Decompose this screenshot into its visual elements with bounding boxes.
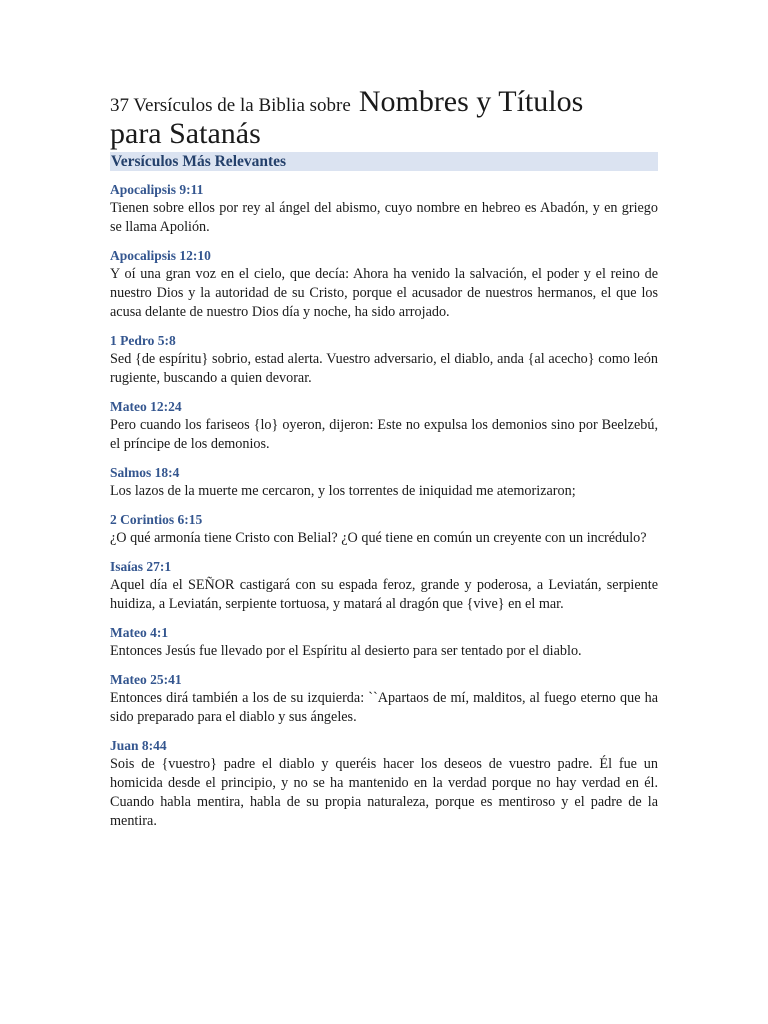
verse-item: [110, 332, 658, 388]
verse-item: [110, 737, 658, 831]
verse-text: Pero cuando los fariseos {lo} oyeron, dijeron: Este no expulsa los demonios sino por Beelzebú, el príncipe de los demonios.: [110, 417, 658, 453]
verse-item: [110, 247, 658, 322]
verse-reference: Mateo 25:41: [110, 672, 182, 688]
verse-text: Sed {de espíritu} sobrio, estad alerta. Vuestro adversario, el diablo, anda {al acecho} como león rugiente, buscando a quien devorar.: [110, 351, 658, 387]
verse-text: Entonces dirá también a los de su izquierda: ``Apartaos de mí, malditos, al fuego eterno que ha sido preparado para el diablo y sus ángeles.: [110, 690, 658, 726]
title-main-first: Nombres y Títulos: [358, 85, 584, 118]
verse-item: [110, 671, 658, 727]
verse-text: Sois de {vuestro} padre el diablo y queréis hacer los deseos de vuestro padre. Él fue un homicida desde el principio, y no se ha mantenido en la verdad porque no hay verdad en él. Cuando habla mentira, habla de su propia naturaleza, porque es mentiroso y el padre de la mentira.: [110, 756, 658, 830]
verse-item: [110, 624, 658, 661]
verse-item: [110, 558, 658, 614]
verse-reference: 2 Corintios 6:15: [110, 512, 203, 528]
verse-reference: Salmos 18:4: [110, 465, 180, 481]
verse-item: [110, 464, 658, 501]
verse-reference: Mateo 12:24: [110, 399, 182, 415]
title-prefix: 37 Versículos de la Biblia sobre: [110, 95, 351, 116]
verse-list: [110, 181, 658, 831]
verse-reference: Juan 8:44: [110, 738, 167, 754]
section-heading: Versículos Más Relevantes: [110, 152, 658, 171]
verse-item: [110, 181, 658, 237]
verse-text: Tienen sobre ellos por rey al ángel del abismo, cuyo nombre en hebreo es Abadón, y en griego se llama Apolión.: [110, 200, 658, 236]
title-main-second: para Satanás: [110, 116, 261, 150]
verse-item: [110, 398, 658, 454]
verse-reference: Isaías 27:1: [110, 559, 172, 575]
verse-text: Entonces Jesús fue llevado por el Espíritu al desierto para ser tentado por el diablo.: [110, 643, 582, 660]
document-title: [110, 84, 658, 149]
verse-reference: Apocalipsis 9:11: [110, 182, 204, 198]
verse-item: [110, 511, 658, 548]
verse-reference: Mateo 4:1: [110, 625, 169, 641]
verse-text: Y oí una gran voz en el cielo, que decía: Ahora ha venido la salvación, el poder y el reino de nuestro Dios y la autoridad de su Cristo, porque el acusador de nuestros hermanos, el que los acusa delante de nuestro Dios día y noche, ha sido arrojado.: [110, 266, 658, 321]
verse-reference: Apocalipsis 12:10: [110, 248, 211, 264]
verse-text: Aquel día el SEÑOR castigará con su espada feroz, grande y poderosa, a Leviatán, serpiente huidiza, a Leviatán, serpiente tortuosa, y matará al dragón que {vive} en el mar.: [110, 577, 658, 613]
document-content: [110, 84, 658, 831]
verse-text: ¿O qué armonía tiene Cristo con Belial? ¿O qué tiene en común un creyente con un incrédulo?: [110, 530, 647, 547]
verse-text: Los lazos de la muerte me cercaron, y los torrentes de iniquidad me atemorizaron;: [110, 483, 576, 500]
verse-reference: 1 Pedro 5:8: [110, 333, 176, 349]
